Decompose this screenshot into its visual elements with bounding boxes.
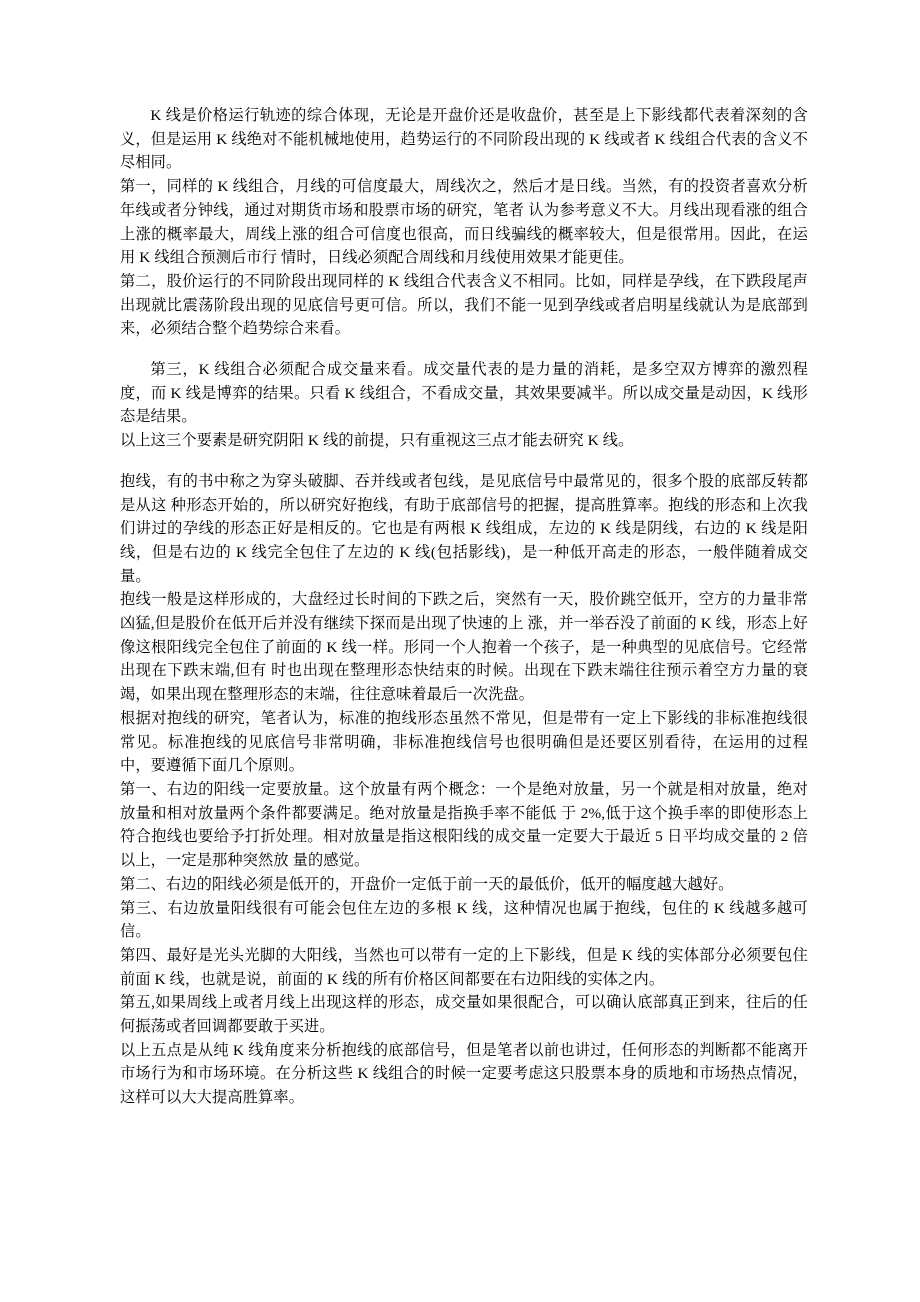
paragraph: 第四、最好是光头光脚的大阳线，当然也可以带有一定的上下影线，但是 K 线的实体部分必须要包住前面 K 线，也就是说，前面的 K 线的所有价格区间都要在右边阳线的实体之内。 — [120, 946, 808, 988]
paragraph: 第一，同样的 K 线组合，月线的可信度最大，周线次之，然后才是日线。当然，有的投资者喜欢分析年线或者分钟线，通过对期货市场和股票市场的研究，笔者 认为参考意义不大。月线出现看涨的组合上涨的概率最大，周线上涨的组合可信度也很高，而日线骗线的概率较大，但是很常用。因此，在运用 K 线组合预测后市行 情时，日线必须配合周线和月线使用效果才能更佳。 — [120, 178, 808, 267]
paragraph: 第五,如果周线上或者月线上出现这样的形态，成交量如果很配合，可以确认底部真正到来，往后的任何振荡或者回调都要敢于买进。 — [120, 994, 808, 1036]
paragraph: 第三、右边放量阳线很有可能会包住左边的多根 K 线，这种情况也属于抱线，包住的 K 线越多越可信。 — [120, 899, 808, 941]
paragraph: 第三，K 线组合必须配合成交量来看。成交量代表的是力量的消耗，是多空双方博弈的激烈程度，而 K 线是博弈的结果。只看 K 线组合，不看成交量，其效果要减半。所以成交量是动因，K 线形态是结果。 — [120, 361, 808, 426]
paragraph: 第二、右边的阳线必须是低开的，开盘价一定低于前一天的最低价，低开的幅度越大越好。 — [120, 875, 734, 893]
paragraph: 抱线，有的书中称之为穿头破脚、吞并线或者包线，是见底信号中最常见的，很多个股的底部反转都是从这 种形态开始的，所以研究好抱线，有助于底部信号的把握，提高胜算率。抱线的形态和上次我们讲过的孕线的形态正好是相反的。它也是有两根 K 线组成，左边的 K 线是阴线，右边的 K 线是阳线，但是右边的 K 线完全包住了左边的 K 线(包括影线)，是一种低开高走的形态，一般伴随着成交量。 — [120, 472, 808, 585]
paragraph: 第二，股价运行的不同阶段出现同样的 K 线组合代表含义不相同。比如，同样是孕线，在下跌段尾声出现就比震荡阶段出现的见底信号更可信。所以，我们不能一见到孕线或者启明星线就认为是底部到来，必须结合整个趋势综合来看。 — [120, 272, 808, 338]
paragraph: 第一、右边的阳线一定要放量。这个放量有两个概念：一个是绝对放量，另一个就是相对放量，绝对放量和相对放量两个条件都要满足。绝对放量是指换手率不能低 于 2%,低于这个换手率的即使形态上符合抱线也要给予打折处理。相对放量是指这根阳线的成交量一定要大于最近 5 日平均成交量的 2 倍以上，一定是那种突然放 量的感觉。 — [120, 780, 808, 870]
paragraph: 根据对抱线的研究，笔者认为，标准的抱线形态虽然不常见，但是带有一定上下影线的非标准抱线很常见。标准抱线的见底信号非常明确，非标准抱线信号也很明确但是还要区别看待，在运用的过程中，要遵循下面几个原则。 — [120, 709, 808, 775]
document-body — [120, 104, 808, 1110]
paragraph: 抱线一般是这样形成的，大盘经过长时间的下跌之后，突然有一天，股价跳空低开，空方的力量非常凶猛,但是股价在低开后并没有继续下探而是出现了快速的上 涨，并一举吞没了前面的 K 线，形态上好像这根阳线完全包住了前面的 K 线一样。形同一个人抱着一个孩子，是一种典型的见底信号。它经常出现在下跌末端,但有 时也出现在整理形态快结束的时候。出现在下跌末端往往预示着空方力量的衰竭，如果出现在整理形态的末端，往往意味着最后一次洗盘。 — [120, 591, 808, 704]
paragraph: 以上五点是从纯 K 线角度来分析抱线的底部信号，但是笔者以前也讲过，任何形态的判断都不能离开市场行为和市场环境。在分析这些 K 线组合的时候一定要考虑这只股票本身的质地和市场热点情况，这样可以大大提高胜算率。 — [120, 1041, 808, 1107]
paragraph: K 线是价格运行轨迹的综合体现，无论是开盘价还是收盘价，甚至是上下影线都代表着深刻的含义，但是运用 K 线绝对不能机械地使用，趋势运行的不同阶段出现的 K 线或者 K 线组合代表的含义不尽相同。 — [120, 107, 808, 172]
paragraph: 以上这三个要素是研究阴阳 K 线的前提，只有重视这三点才能去研究 K 线。 — [120, 432, 634, 450]
